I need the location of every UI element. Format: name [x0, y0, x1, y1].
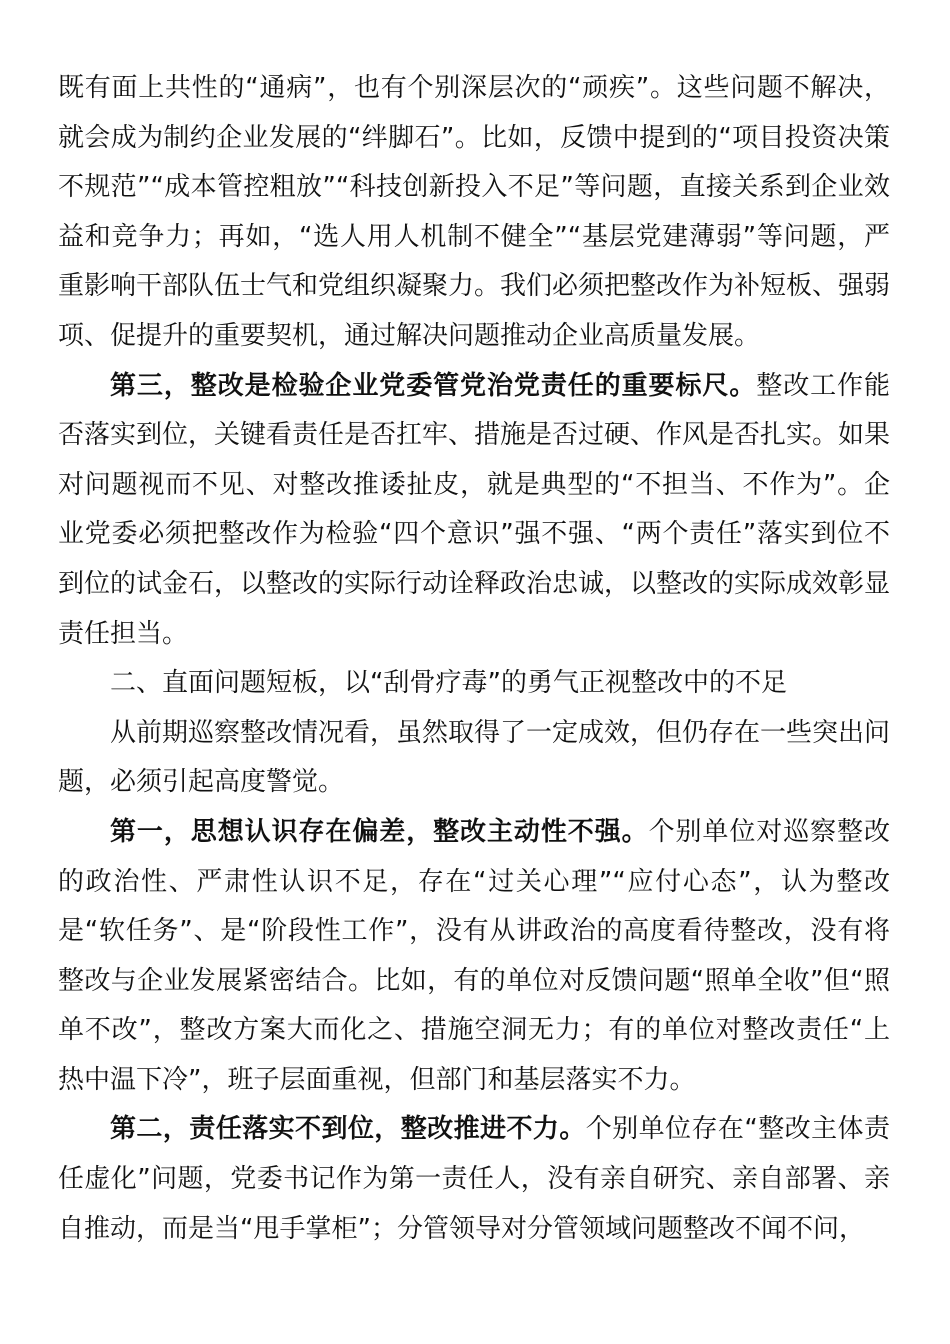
paragraph-1-body: 既有面上共性的“通病”，也有个别深层次的“顽疾”。这些问题不解决，就会成为制约企业发展的“绊脚石”。比如，反馈中提到的“项目投资决策不规范”“成本管控粗放”“科技创新投入不足”等问题，直接关系到企业效益和竞争力；再如，“选人用人机制不健全”“基层党建薄弱”等问题，严重影响干部队伍士气和党组织凝聚力。我们必须把整改作为补短板、强弱项、促提升的重要契机，通过解决问题推动企业高质量发展。 — [58, 73, 891, 351]
paragraph-2-lead: 第三，整改是检验企业党委管党治党责任的重要标尺。 — [110, 370, 757, 401]
paragraph-5-lead: 第一，思想认识存在偏差，整改主动性不强。 — [110, 816, 649, 847]
paragraph-3-body: 二、直面问题短板，以“刮骨疗毒”的勇气正视整改中的不足 — [110, 668, 787, 699]
paragraph-4 — [58, 709, 890, 808]
paragraph-4-body: 从前期巡察整改情况看，虽然取得了一定成效，但仍存在一些突出问题，必须引起高度警觉。 — [58, 717, 891, 798]
section-heading-2 — [58, 659, 890, 709]
paragraph-6 — [58, 1105, 890, 1254]
paragraph-1 — [58, 64, 890, 362]
document-page — [58, 64, 890, 1254]
paragraph-5 — [58, 808, 890, 1106]
paragraph-6-body: 个别单位存在“整改主体责任虚化”问题，党委书记作为第一责任人，没有亲自研究、亲自部署、亲自推动，而是当“甩手掌柜”；分管领导对分管领域问题整改不闻不问， — [58, 1114, 890, 1244]
paragraph-5-body: 个别单位对巡察整改的政治性、严肃性认识不足，存在“过关心理”“应付心态”，认为整改是“软任务”、是“阶段性工作”，没有从讲政治的高度看待整改，没有将整改与企业发展紧密结合。比如，有的单位对反馈问题“照单全收”但“照单不改”，整改方案大而化之、措施空洞无力；有的单位对整改责任“上热中温下冷”，班子层面重视，但部门和基层落实不力。 — [58, 816, 890, 1095]
paragraph-2-body: 整改工作能否落实到位，关键看责任是否扛牢、措施是否过硬、作风是否扎实。如果对问题视而不见、对整改推诿扯皮，就是典型的“不担当、不作为”。企业党委必须把整改作为检验“四个意识”强不强、“两个责任”落实到位不到位的试金石，以整改的实际行动诠释政治忠诚，以整改的实际成效彰显责任担当。 — [58, 370, 891, 649]
paragraph-2 — [58, 362, 890, 660]
paragraph-6-lead: 第二，责任落实不到位，整改推进不力。 — [110, 1114, 586, 1145]
